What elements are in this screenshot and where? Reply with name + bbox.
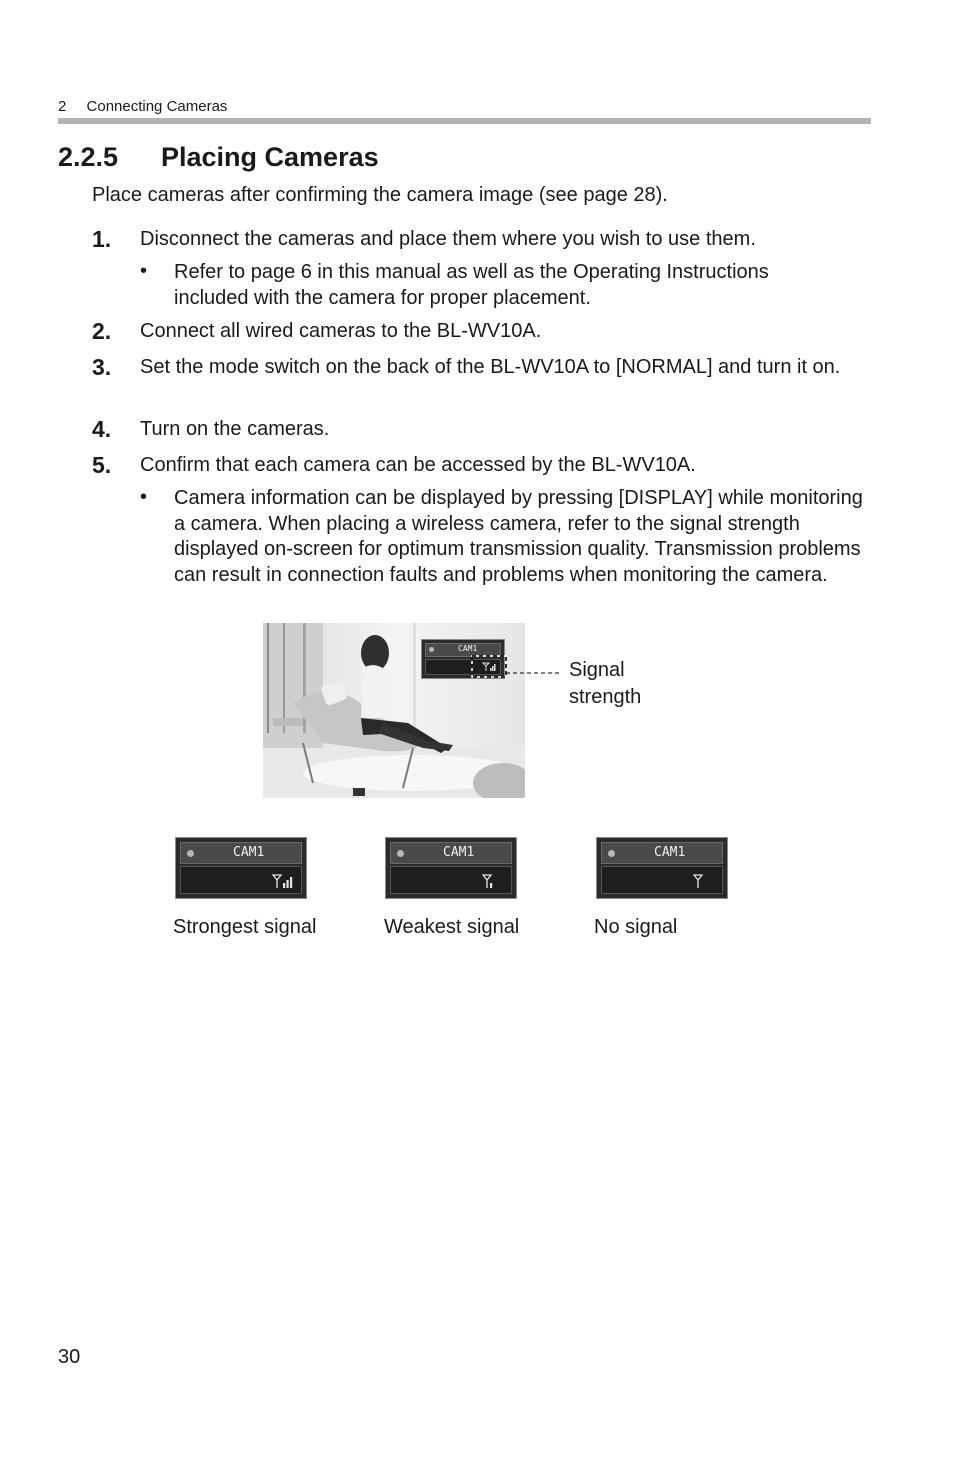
step-5-bullet-symbol: • xyxy=(140,486,148,508)
status-dot-icon xyxy=(429,647,434,652)
step-1-number: 1. xyxy=(92,226,112,252)
osd-cam-label: CAM1 xyxy=(443,845,475,860)
step-5-text: Confirm that each camera can be accessed by the BL-WV10A. xyxy=(140,454,696,476)
caption-strongest: Strongest signal xyxy=(173,916,317,938)
photo-osd-cam-label: CAM1 xyxy=(458,644,478,653)
osd-panel-no-signal xyxy=(596,837,728,899)
antenna-icon xyxy=(693,874,715,890)
signal-callout-leader xyxy=(468,654,564,680)
step-3-number: 3. xyxy=(92,354,112,380)
section-heading: Placing Cameras xyxy=(161,142,379,172)
step-1-bullet-symbol: • xyxy=(140,260,148,282)
step-5-number: 5. xyxy=(92,452,112,478)
signal-1-bar-icon xyxy=(482,874,504,890)
chapter-title: Connecting Cameras xyxy=(86,98,228,115)
step-3-text: Set the mode switch on the back of the BL-WV10A to [NORMAL] and turn it on. xyxy=(140,356,841,378)
signal-3-bars-icon xyxy=(272,874,294,890)
caption-no-signal: No signal xyxy=(594,916,678,938)
step-1-text: Disconnect the cameras and place them where you wish to use them. xyxy=(140,228,756,250)
caption-weakest: Weakest signal xyxy=(384,916,520,938)
status-dot-icon xyxy=(187,850,194,857)
osd-cam-label: CAM1 xyxy=(654,845,686,860)
page-number: 30 xyxy=(58,1346,81,1368)
intro-paragraph: Place cameras after confirming the camera image (see page 28). xyxy=(92,184,668,206)
chapter-number: 2 xyxy=(58,98,67,115)
running-header xyxy=(58,98,227,115)
osd-cam-label: CAM1 xyxy=(233,845,265,860)
status-dot-icon xyxy=(397,850,404,857)
section-title xyxy=(58,142,379,173)
section-number: 2.2.5 xyxy=(58,142,119,172)
status-dot-icon xyxy=(608,850,615,857)
step-2-text: Connect all wired cameras to the BL-WV10A. xyxy=(140,320,542,342)
step-5-bullet-text: Camera information can be displayed by pressing [DISPLAY] while monitoring a camera. When placing a wireless camera, refer to the signal strength displayed on-screen for optimum transmission quality. Transmission problems can result in connection faults and problems when monitoring the camera. xyxy=(174,487,863,586)
step-4-number: 4. xyxy=(92,416,112,442)
signal-strength-label: Signal strength xyxy=(569,659,642,708)
step-4-text: Turn on the cameras. xyxy=(140,418,330,440)
step-1-bullet-text: Refer to page 6 in this manual as well as the Operating Instructions included with the camera for proper placement. xyxy=(174,261,769,309)
step-2-number: 2. xyxy=(92,318,112,344)
osd-panel-weakest xyxy=(385,837,517,899)
osd-panel-strongest xyxy=(175,837,307,899)
header-rule xyxy=(58,118,871,124)
